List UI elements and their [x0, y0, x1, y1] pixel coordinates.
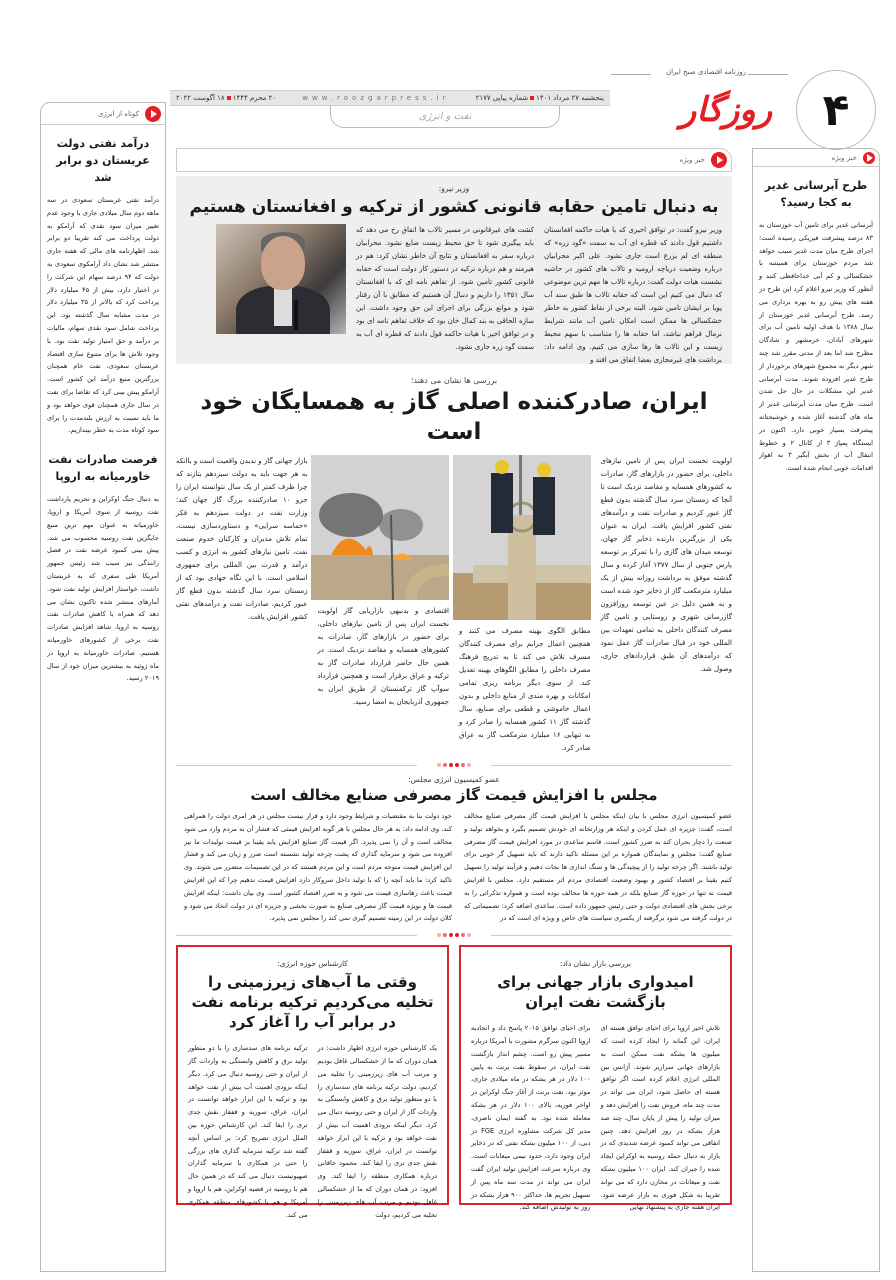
main-content	[176, 148, 733, 1219]
story-title[interactable]: فرصت صادرات نفت خاورمیانه به اروپا	[48, 453, 158, 484]
column-header	[753, 149, 879, 167]
short-news-column	[40, 102, 166, 1272]
article-column: خود دولت بنا به مقتضیات و شرایط وجود دارد و قرار نیست مجلس در هر امری دولت را همراهی کند. وی ادامه داد: به هر حال مجلس با هر گونه افزایش قیمتی که فشار آن به مردم وارد می شود مخالف است و آن را نمی پذیرد. اگر قیمت گاز صنایع افزایش یابد یقینا بر قیمت تولیدات ما نیز افزوده می شود و سرمایه گذاری که پشت چرخه تولید نشسته است ضرر و زیان می کند و فشار این افزایش قیمت متوجه مردم است و این مردم هستند که در این تصمیمات متضرر می شوند. وی تاکید کرد: ما باید آنچه را که با تولید داخل سروکار دارد افزایش قیمت ندهیم چرا که این افزایش قیمت باعث رهاسازی قیمت می شود و به ضرر اقتصاد کشور است. وی بیان داشت: اینکه افزایش قیمت ها و بویژه قیمت گاز مصرفی صنایع به صورت بخشی و جزیره ای در دولت اتخاذ می شود و کلان دولت در این زمینه تصمیم گیری نمی کند را مجلس نمی پذیرد.	[184, 812, 452, 923]
article-column: کشت های غیرقانونی در مسیر تالاب ها اتفاق رخ می دهد که باید پیگیری شود تا حق محیط زیست ضایع نشود. محرابیان درباره سفر به افغانستان و نتایج آن خاطر نشان کرد: هم در هیرمند و هم درباره ترکیه در دستور کار دولت است که حقابه قانونی کشور تامین شود. از تفاهم نامه ای که با افغانستان سال ۱۳۵۱ را داریم و دنبال آن هستیم که مطابق با آن رفتار شود و موانع بزرگی برای اجرای این حق وجود داشت. این سازه الحاقی به بند کمال خان بود که خلاف تفاهم نامه ای بود و در توافق اخیر با هیات حاکمه قول دادند که قطره ای آب به سمت گود زره جاری نشود.	[356, 226, 535, 351]
article-column: بازار جهانی گاز و ندیدن واقعیت است و باانکه به هر جهت باید به دولت سیزدهم بتازند که چرا ظرف کمتر از یک سال نتوانسته ایران را جزو ۱۰ صادرکننده بزرگ گاز جهان کند؛ وزارت نفت در دولت سیزدهم به فکر «حماسه سرایی» و دستاوردسازی نیست، تمام تلاش مدیران و کارکنان خدوم صنعت نفت، تامین نیازهای کشور به انرژی و کسب درآمد و قدرت بین المللی برای جمهوری اسلامی است. با این نگاه جهادی بود که از زمستان سرد سال گذشته بدون قطع گاز عبور کردیم، صادرات نفت و درآمدهای نفتی کشور افزایش یافت.	[176, 457, 308, 621]
kicker: وزیر نیرو:	[438, 184, 470, 193]
headline[interactable]: به دنبال تامین حقابه قانونی کشور از ترکیه و افغانستان هستیم	[189, 197, 719, 217]
website-url[interactable]: www.roozgarpress.ir	[302, 94, 450, 102]
minister-photo	[216, 224, 346, 334]
play-icon	[711, 152, 727, 168]
red-dot-icon	[530, 96, 534, 100]
article-column: اولویت نخست ایران پس از تامین نیازهای داخلی، برای حضور در بازارهای گاز، صادرات به کشورهای همسایه و مقاصد نزدیک است تا آنجا که زمستان سرد سال گذشته بدون قطع گاز عبور کردیم و صادرات نفت و درآمدهای نفتی کشور افزایش یافت. ایران به عنوان یکی از بزرگترین دارنده ذخایر گاز جهان، توسعه میدان های گازی را با تمرکز بر توسعه پارس جنوبی از سال ۱۳۷۷ آغاز کرده و سال گذشته موفق به برداشت روزانه بیش از یک میلیارد مترمکعب گاز از ذخایر خود شده است و به همین دلیل در عین توسعه روزافزون گازرسانی شهری و روستایی و تامین گاز مصرف کنندگان داخلی به تمامی تعهدات بین المللی خود در قبال صادرات گاز عمل نمود که درآمدهای آن طبق قراردادهای جاری، وصول شد.	[600, 457, 733, 673]
headline[interactable]: امیدواری بازار جهانی برای بازگشت نفت ایران	[497, 973, 694, 1012]
column-header-label: خبر ویژه	[831, 153, 857, 162]
column-header	[41, 103, 165, 125]
article-column: عضو کمیسیون انرژی مجلس با بیان اینکه مجلس با افزایش قیمت گاز مصرفی صنایع مخالف است، گفت: جزیره ای عمل کردن و اینکه هر وزارتخانه ای خودش تصمیم بگیرد و بخواهد تولید و صنعت را دچار بحران کند به ضرر کشور است. قاسم ساعدی در مورد افزایش قیمت گاز مصرفی صنایع گفت: مجلس و نمایندگان همواره بر این مسئله تاکید دارند که باید تسهیل گر خوبی برای تولید باشند. اگر چرخه تولید را از پیچیدگی ها و سنگ اندازی ها نجات دهیم و فرآیند تولید را تسهیل کنیم یقینا بر اقتصاد کشور و بهبود وضعیت اقتصادی مردم اثر مستقیم دارد. مجلس با افزایش قیمت نه تنها در حوزه گاز صنایع بلکه در همه حوزه ها مخالف بوده است و همواره تذکراتی را به برخی بخش های اقتصادی دولت و حتی رئیس جمهور داده است. ساعدی اضافه کرد: تصمیماتی که در دولت گرفته می شود برگرفته از یکسری سیاست های خاص و ویژه ای است که در	[464, 812, 732, 923]
story-title[interactable]: درآمد نفتی دولت عربستان دو برابر شد	[56, 137, 150, 184]
separator	[176, 933, 732, 937]
page-number: ۴	[822, 84, 850, 136]
kicker: کارشناس حوزه انرژی:	[277, 959, 348, 969]
news-header: خبر ویژه	[176, 148, 732, 172]
story-body: به دنبال جنگ اوکراین و تحریم پارداشت نفت روسیه از سوی آمریکا و اروپا، خاورمیانه به عنوان مهم ترین منبع جایگزین نفت روسیه محسوب می شد. پیش بینی کمبود عرضه نفت در فصل رانندگی نیز سبب شد رئیس جمهور آمریکا طی سفری که به عربستان داشت، خواستار افزایش تولید نفت شود. آمارهای منتشر شده تاکنون نشان می دهد که همراه با کاهش صادرات نفت روسیه به اروپا، شاهد افزایش صادرات نفت برخی از کشورهای خاورمیانه هستیم. صادرات خاورمیانه به اروپا در ماه ژوئیه به بیشترین میزان خود از سال ۲۰۱۹ رسید.	[47, 495, 159, 683]
headline[interactable]: مجلس با افزایش قیمت گاز مصرفی صنایع مخالف است	[250, 786, 658, 804]
special-news-column	[752, 148, 880, 1272]
divider	[748, 74, 788, 75]
boxed-stories	[176, 945, 732, 1219]
gas-flare-photo	[311, 455, 449, 600]
article-column: اقتصادی و بدنبهی بازاریابی گاز اولویت نخست ایران پس از تامین نیازهای داخلی، برای حضور در بازارهای گاز، صادرات به کشورهای همسایه و مقاصد نزدیک است. در همین حال حاضر قرارداد صادرات گاز به ترکیه و عراق برقرار است و همچنین قرارداد سوآپ گاز ترکمنستان از طریق ایران به جمهوری آذربایجان به امضا رسید.	[317, 607, 449, 706]
divider	[611, 74, 651, 75]
gas-workers-photo	[453, 455, 591, 620]
article-column: مطابق الگوی بهینه مصرف می کنند و همچنین اعمال جرایم برای مصرف کنندگان مسرف تلاش می کند تا به تدریج فرهنگ مصرف داخلی را مطابق الگوهای بهینه تعدیل کند. از سوی دیگر برنامه ریزی تمامی امکانات و بهره مندی از منابع داخلی و بدون اعمال خاموشی و قطعی برای صنایع، سال گذشته گاز ۱۱ کشور همسایه را صادر کرد و به تنهایی ۱۶ میلیارد مترمکعب گاز به عراق صادر کرد.	[459, 627, 591, 752]
issue-date: پنجشنبه ۲۷ مرداد ۱۴۰۱شماره پیاپی ۲۱۷۷	[475, 94, 604, 102]
story-body: درآمد نفتی عربستان سعودی در سه ماهه دوم سال میلادی جاری با وجود عدم تغییر میزان سود نقدی که آرامکو به دولت پرداخت می کند تقریبا دو برابر شد. اظهارنامه های مالی که هفته جاری منتشر شد نشان داد آرامکوی سعودی به دولت که ۹۴ درصد سهام این شرکت را در اختیار دارد، بیش از ۴۵ میلیارد دلار پرداخت کرد که بالاتر از ۳۵ میلیارد دلار در مدت مشابه سال گذشته بود. این پرداخت شامل سود نقدی سهام، مالیات بر درآمد و حق امتیاز تولید نفت بود. با وجود تلاش ها برای متنوع سازی اقتصاد عربستان سعودی، نفت خام همچنان بزرگترین منبع درآمد این کشور است. آرامکو پیش بینی کرد که تقاضا برای نفت در سال جاری همچنان قوی خواهد بود و ما باید نسبت به ارزش بلندمدت را برای سود کوتاه مدت به خطر بیندازیم.	[47, 196, 159, 435]
oil-market-box	[459, 945, 732, 1212]
water-turkey-box	[176, 945, 449, 1219]
story-title[interactable]: طرح آبرسانی غدیر به کجا رسید؟	[764, 179, 868, 209]
newspaper-logo[interactable]: روزگار	[679, 90, 773, 130]
article-column: یک کارشناس حوزه انرژی اظهار داشت: در همان دوران که ما از خشکسالی غافل بودیم و مرتب آب های زیرزمینی را تخلیه می کردیم، دولت ترکیه برنامه های سدسازی را با دو منظور تولید برق و کاهش وابستگی به واردات گاز از ایران و حتی روسیه دنبال می کرد. دیگر اینکه بزودی اهمیت آب بیش از نفت خواهد بود و ترکیه با این ابزار خواهد توانست در ایران، عراق، سوریه و قفقاز نقش جدی تری را ایفا کند. محمود خاقانی درباره همکاری منطقه را ایفا کند. وی افزود: در همان دوران که ما از خشکسالی غافل بودیم و مرتب آب های زیرزمینی را تخلیه می کردیم، دولت	[317, 1044, 437, 1219]
play-icon	[145, 106, 161, 122]
kicker: عضو کمیسیون انرژی مجلس:	[408, 775, 500, 784]
article-column: تلاش اخیر اروپا برای احیای توافق هسته ای ایران، این گمانه را ایجاد کرده است که میلیون ها بشکه نفت ممکن است به بازارهای جهانی سرازیر شوند. آژانس بین المللی انرژی اعلام کرده است اگر توافق هسته ای حاصل شود، ایران می تواند در مدت چند ماه، فروش نفت را افزایش دهد و میزان تولید را پیش از پایان سال، چند صد هزار بشکه در روز افزایش دهد. چنین اتفاقی می تواند کمبود عرضه شدیدی که در بازار به دنبال حمله روسیه به اوکراین ایجاد شده را جبران کند. ایران ۱۰۰ میلیون بشکه نفت و میعانات در مخازن دارد که می تواند تقریبا به شکل فوری به بازار عرضه شود. ایران هفته جاری به پیشنهاد نهایی	[600, 1024, 721, 1212]
section-title: نفت و انرژی	[330, 106, 560, 128]
top-story	[176, 176, 732, 364]
hijri-date: ۲۰ محرم ۱۴۴۴۱۸ آگوست ۲۰۲۲	[176, 94, 277, 102]
article-column: برای احیای توافق ۲۰۱۵ پاسخ داد و اتحادیه اروپا اکنون سرگرم مشورت با آمریکا درباره مسیر پیش رو است. چشم انداز بازگشت نفت ایران، در سقوط نفت برنت به پایین ۱۰۰ دلار در هر بشکه در ماه میلادی جاری، موثر بود. نفت برنت از آغاز جنگ اوکراین در اواخر فوریه، بالای ۱۰۰ دلار در هر بشکه معامله شده بود. به گفته ایمان ناصری، مدیر کل شرکت مشاوره انرژی FGE در دبی، از ۱۰۰ میلیون بشکه نفتی که در ذخایر ایران وجود دارد، حدود نیمی میعانات است. وی درباره سرعت افزایش تولید ایران گفت ایران می تواند در مدت سه ماه پس از تسهیل تحریم ها، حداکثر ۹۰۰ هزار بشکه در روز به تولیدش اضافه کند.	[471, 1024, 591, 1212]
info-bar	[170, 90, 610, 106]
headline[interactable]: ایران، صادرکننده اصلی گاز به همسایگان خود است	[200, 389, 708, 445]
kicker: بررسی ها نشان می دهند؛	[410, 376, 498, 385]
article-column: ترکیه برنامه های سدسازی را با دو منظور تولید برق و کاهش وابستگی به واردات گاز از ایران و حتی روسیه دنبال می کرد. دیگر اینکه بزودی اهمیت آب بیش از نفت خواهد بود و ترکیه با این ابزار خواهد توانست در ایران، عراق، سوریه و قفقاز نقش جدی تری را ایفا کند. این کارشناس حوزه بین الملل انرژی تصریح کرد: بر اساس آنچه گفته شد ترکیه سرمایه گذاری های بزرگی را حتی در همکاری با سرمایه گذاران صهیونیست دنبال می کند که در همین حال هم با روسیه در قضیه اوکراین، هم با اروپا و آمریکا و هم با کشورهای منطقه همکاری می کند.	[188, 1044, 308, 1219]
kicker: بررسی بازار نشان داد:	[559, 959, 632, 969]
headline[interactable]: وقتی ما آب‌های زیرزمینی را تخلیه می‌کردیم ترکیه برنامه نفت در برابر آب را آغاز کرد	[191, 973, 434, 1032]
story-body: آبرسانی غدیر برای تامین آب خوزستان به ۸۳ درصد پیشرفت فیزیکی رسیده است؛ اجرای طرح میان مدت غدیر سبب خواهد شد مردم خوزستان برای همیشه با خشکسالی و کم آبی خداحافظی کنند و آنطور که وزیر نیرو اعلام کرد این طرح در هفته های پیش رو به بهره برداری می رسد. طرح آبرسانی غدیر خوزستان از سال ۱۳۸۸ با هدف اولیه تامین آب برای شهرهای آبادان، خرمشهر و شادگان مطرح شد اما بعد از مدتی مقرر شد چند شهر دیگر به مجموع شهرهای برخوردار از طرح غدیر افزوده شوند. مدت آبرسانی غدیر این مشکلات در حال حل شدن است. طرح میان مدت آبرسانی غدیر از ماه های گذشته آغاز شده و خوشبختانه پیشرفت بسیار خوبی دارد. اکنون در ایستگاه پمپاژ ۳ از کانال ۲ و خطوط انتقال آب از بخش آبگیر ۳ به اهواز اقدامات خوبی انجام شده است.	[759, 221, 873, 473]
separator	[176, 763, 732, 767]
article-column: وزیر نیرو گفت: در توافق اخیری که با هیات حاکمه افغانستان داشتیم قول دادند که قطره ای آب به سمت «گود زره» که منطقه ای لم یزرع است جاری نشود. علی اکبر محرابیان درباره وضعیت دریاچه ارومیه و تالاب های کشور در حاشیه نشست هیات دولت گفت: درباره تالاب ها مهم ترین موضوعی که دنبال می کنیم این است که حقابه تالاب ها طبق سند آب پویا بر ایشان تامین شود. البته برخی از نقاط کشور به خاطر خشکسالی ها ممکن است امکان تامین آب مانند شرایط نرمال فراهم نباشد، اما حقابه ها را متناسب با سهم محیط زیست و این تالاب ها رها سازی می کنیم. وی ادامه داد: برداشت های غیرمجازی بعضا اتفاق می افتد و	[544, 226, 722, 364]
gas-story-body	[176, 455, 732, 755]
red-dot-icon	[227, 96, 231, 100]
tagline: روزنامه اقتصادی صبح ایران	[665, 68, 746, 76]
column-header-label: کوتاه از انرژی	[97, 109, 139, 118]
majles-story-body	[176, 810, 732, 925]
page-number-badge	[796, 70, 876, 150]
play-icon	[863, 152, 875, 164]
